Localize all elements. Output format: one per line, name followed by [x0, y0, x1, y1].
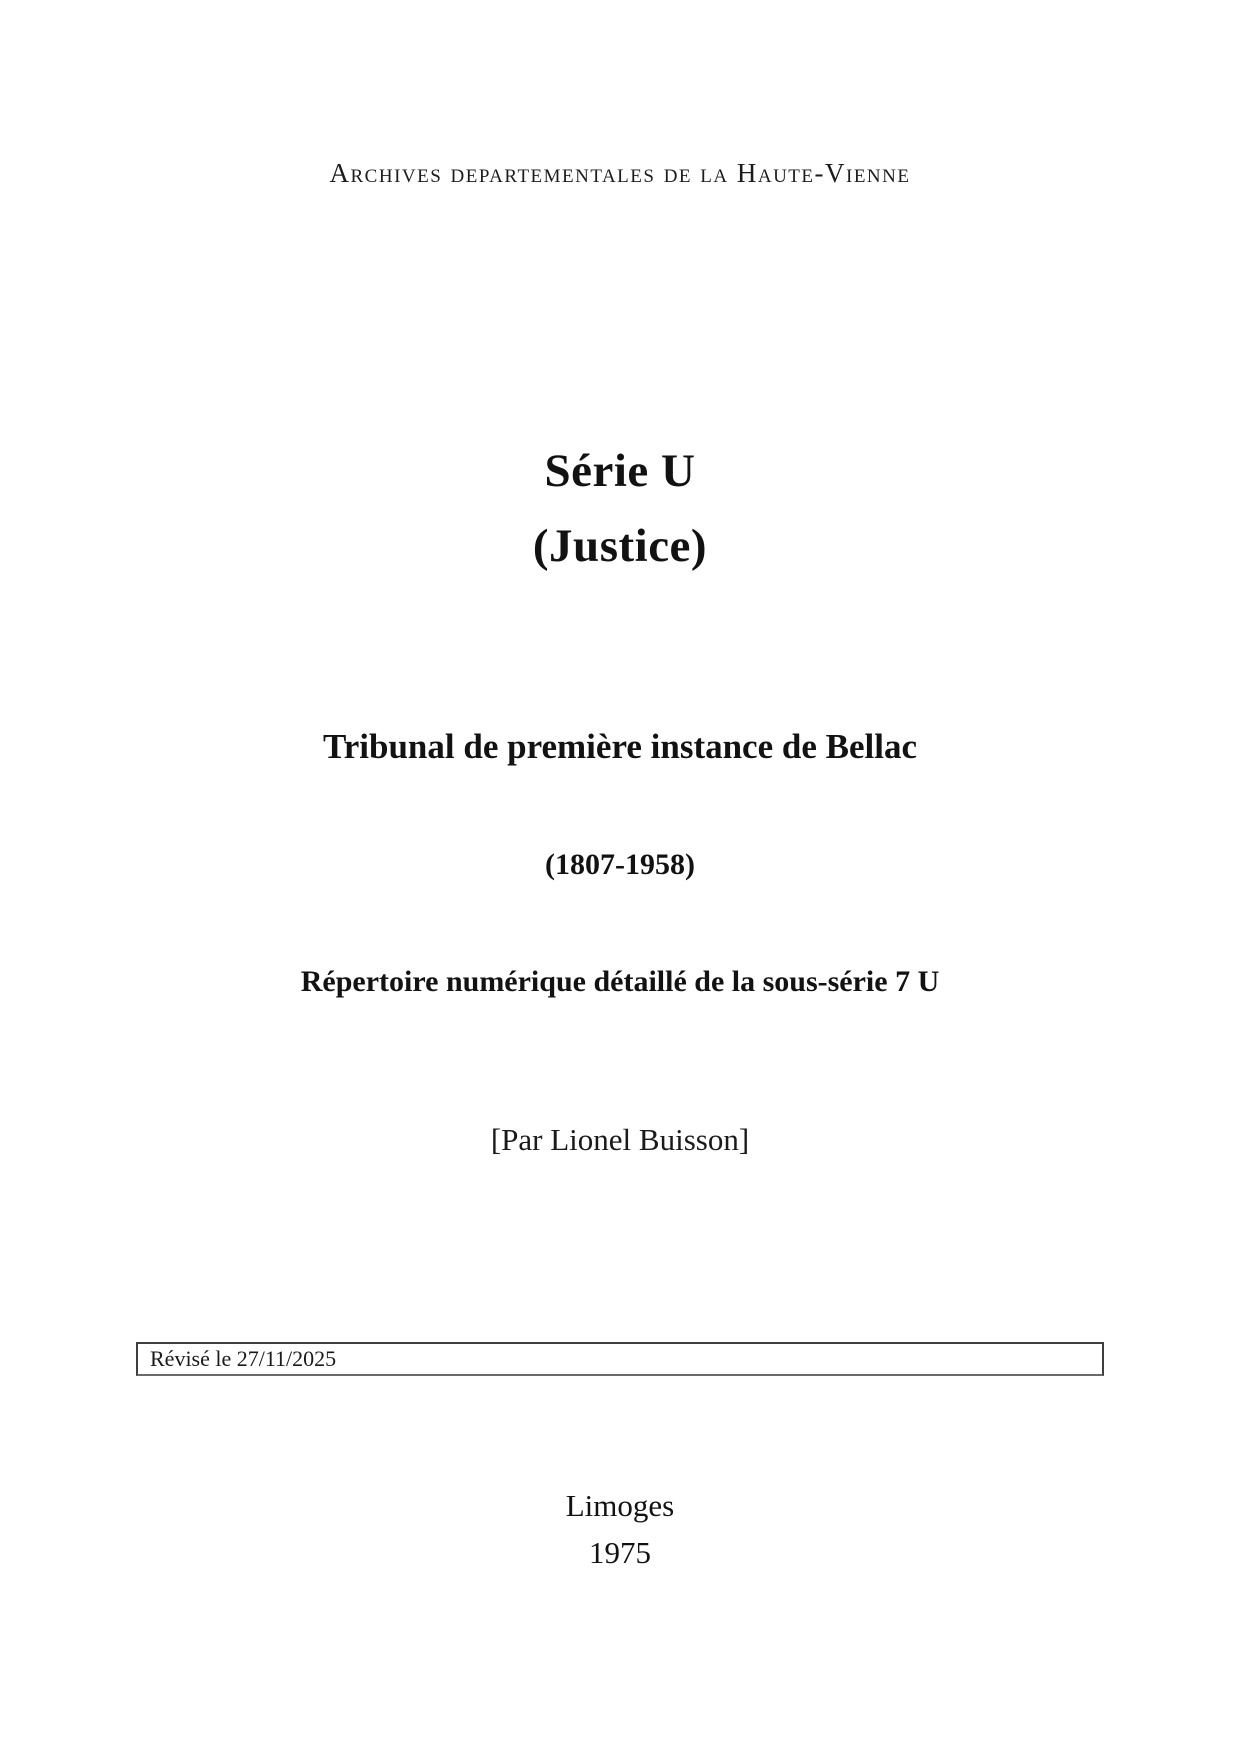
publication-place: Limoges [565, 1488, 675, 1523]
publication-year: 1975 [589, 1535, 651, 1570]
repertoire-subtitle: Répertoire numérique détaillé de la sous-série 7 U [300, 965, 940, 998]
revision-note: Révisé le 27/11/2025 [150, 1346, 337, 1371]
author-line: [Par Lionel Buisson] [490, 1122, 750, 1157]
revision-box [136, 1342, 1104, 1376]
date-range: (1807-1958) [545, 848, 695, 881]
institution-header: Archives departementales de la Haute-Vienne [329, 158, 911, 188]
series-title: Série U [544, 445, 696, 497]
tribunal-title: Tribunal de première instance de Bellac [323, 727, 917, 766]
series-subtitle: (Justice) [532, 520, 708, 572]
